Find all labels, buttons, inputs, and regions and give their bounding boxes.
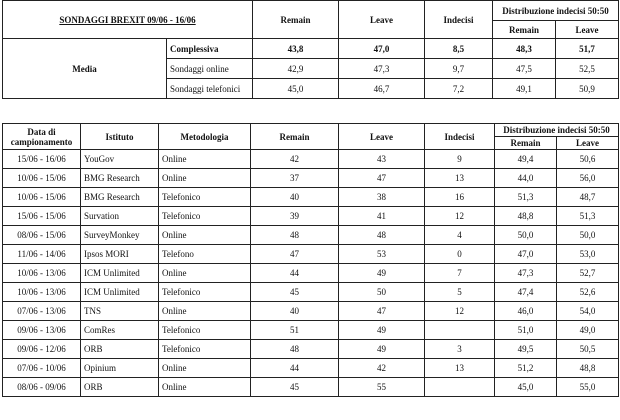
poll-distribution-leave: 48,7 <box>557 188 619 207</box>
poll-date: 10/06 - 13/06 <box>3 264 81 283</box>
poll-row <box>3 321 619 340</box>
poll-institute: TNS <box>81 302 159 321</box>
poll-remain: 37 <box>251 169 339 188</box>
poll-undecided: 12 <box>425 302 495 321</box>
poll-method: Online <box>159 378 251 397</box>
poll-remain: 47 <box>251 245 339 264</box>
poll-undecided: 0 <box>425 245 495 264</box>
distribution-remain-value: 47,5 <box>493 59 556 79</box>
poll-leave: 53 <box>339 245 425 264</box>
poll-remain: 42 <box>251 150 339 169</box>
remain-value: 45,0 <box>253 79 339 99</box>
poll-distribution-leave: 51,3 <box>557 207 619 226</box>
poll-date: 11/06 - 14/06 <box>3 245 81 264</box>
poll-method: Online <box>159 302 251 321</box>
summary-row <box>3 39 619 59</box>
distribution-remain-value: 48,3 <box>493 39 556 59</box>
poll-distribution-leave: 52,6 <box>557 283 619 302</box>
poll-distribution-leave: 52,7 <box>557 264 619 283</box>
poll-undecided <box>425 321 495 340</box>
poll-row <box>3 302 619 321</box>
poll-date: 10/06 - 15/06 <box>3 169 81 188</box>
poll-undecided: 13 <box>425 359 495 378</box>
poll-row <box>3 245 619 264</box>
poll-remain: 45 <box>251 378 339 397</box>
poll-method: Telefonico <box>159 321 251 340</box>
distribution-leave-value: 50,9 <box>556 79 619 99</box>
header-method: Metodologia <box>159 124 251 150</box>
poll-undecided: 5 <box>425 283 495 302</box>
poll-distribution-remain: 45,0 <box>495 378 557 397</box>
header-distribution: Distribuzione indecisi 50:50 <box>495 124 619 137</box>
poll-distribution-remain: 51,0 <box>495 321 557 340</box>
poll-leave: 42 <box>339 359 425 378</box>
poll-row <box>3 226 619 245</box>
poll-remain: 39 <box>251 207 339 226</box>
poll-distribution-leave: 50,6 <box>557 150 619 169</box>
undecided-value: 8,5 <box>425 39 493 59</box>
poll-remain: 44 <box>251 359 339 378</box>
poll-institute: YouGov <box>81 150 159 169</box>
poll-leave: 49 <box>339 321 425 340</box>
header-undecided: Indecisi <box>425 1 493 39</box>
poll-leave: 47 <box>339 169 425 188</box>
leave-value: 47,3 <box>339 59 425 79</box>
poll-institute: Survation <box>81 207 159 226</box>
poll-leave: 48 <box>339 226 425 245</box>
poll-distribution-remain: 46,0 <box>495 302 557 321</box>
poll-row <box>3 378 619 397</box>
subheader-leave: Leave <box>557 137 619 150</box>
poll-date: 10/06 - 13/06 <box>3 283 81 302</box>
leave-value: 47,0 <box>339 39 425 59</box>
header-undecided: Indecisi <box>425 124 495 150</box>
poll-remain: 40 <box>251 302 339 321</box>
poll-institute: ICM Unlimited <box>81 283 159 302</box>
header-date-line1: Data di <box>27 126 56 137</box>
poll-distribution-remain: 50,0 <box>495 226 557 245</box>
group-label-media: Media <box>3 39 167 99</box>
poll-remain: 45 <box>251 283 339 302</box>
header-remain: Remain <box>253 1 339 39</box>
poll-leave: 47 <box>339 302 425 321</box>
subheader-remain: Remain <box>495 137 557 150</box>
poll-remain: 44 <box>251 264 339 283</box>
poll-distribution-leave: 55,0 <box>557 378 619 397</box>
poll-row <box>3 283 619 302</box>
poll-leave: 41 <box>339 207 425 226</box>
distribution-leave-value: 51,7 <box>556 39 619 59</box>
poll-undecided: 12 <box>425 207 495 226</box>
poll-method: Online <box>159 150 251 169</box>
leave-value: 46,7 <box>339 79 425 99</box>
poll-leave: 50 <box>339 283 425 302</box>
poll-distribution-remain: 47,0 <box>495 245 557 264</box>
subheader-remain: Remain <box>493 21 556 39</box>
poll-distribution-leave: 53,0 <box>557 245 619 264</box>
poll-date: 09/06 - 12/06 <box>3 340 81 359</box>
header-date <box>3 124 81 150</box>
poll-row <box>3 340 619 359</box>
poll-leave: 49 <box>339 264 425 283</box>
poll-row <box>3 264 619 283</box>
header-institute: Istituto <box>81 124 159 150</box>
poll-distribution-remain: 47,3 <box>495 264 557 283</box>
distribution-leave-value: 52,5 <box>556 59 619 79</box>
poll-institute: BMG Research <box>81 169 159 188</box>
poll-distribution-remain: 49,4 <box>495 150 557 169</box>
poll-distribution-remain: 51,3 <box>495 188 557 207</box>
poll-distribution-leave: 49,0 <box>557 321 619 340</box>
poll-undecided: 3 <box>425 340 495 359</box>
poll-distribution-remain: 44,0 <box>495 169 557 188</box>
poll-institute: Ipsos MORI <box>81 245 159 264</box>
poll-remain: 51 <box>251 321 339 340</box>
poll-institute: ComRes <box>81 321 159 340</box>
poll-remain: 48 <box>251 226 339 245</box>
summary-title: SONDAGGI BREXIT 09/06 - 16/06 <box>3 1 253 39</box>
poll-date: 07/06 - 10/06 <box>3 359 81 378</box>
poll-method: Telefono <box>159 245 251 264</box>
poll-distribution-leave: 56,0 <box>557 169 619 188</box>
poll-distribution-remain: 51,2 <box>495 359 557 378</box>
poll-distribution-remain: 49,5 <box>495 340 557 359</box>
poll-row <box>3 169 619 188</box>
header-leave: Leave <box>339 124 425 150</box>
poll-distribution-leave: 48,8 <box>557 359 619 378</box>
poll-remain: 48 <box>251 340 339 359</box>
header-leave: Leave <box>339 1 425 39</box>
poll-row <box>3 188 619 207</box>
distribution-remain-value: 49,1 <box>493 79 556 99</box>
poll-row <box>3 150 619 169</box>
poll-leave: 55 <box>339 378 425 397</box>
poll-leave: 49 <box>339 340 425 359</box>
poll-distribution-remain: 47,4 <box>495 283 557 302</box>
poll-distribution-leave: 54,0 <box>557 302 619 321</box>
poll-leave: 43 <box>339 150 425 169</box>
poll-undecided: 16 <box>425 188 495 207</box>
remain-value: 43,8 <box>253 39 339 59</box>
poll-date: 07/06 - 13/06 <box>3 302 81 321</box>
poll-distribution-leave: 50,0 <box>557 226 619 245</box>
poll-date: 08/06 - 15/06 <box>3 226 81 245</box>
undecided-value: 9,7 <box>425 59 493 79</box>
poll-date: 10/06 - 15/06 <box>3 188 81 207</box>
poll-method: Telefonico <box>159 340 251 359</box>
poll-institute: ICM Unlimited <box>81 264 159 283</box>
remain-value: 42,9 <box>253 59 339 79</box>
poll-date: 09/06 - 13/06 <box>3 321 81 340</box>
poll-undecided: 4 <box>425 226 495 245</box>
summary-table <box>2 0 619 99</box>
row-label: Complessiva <box>167 39 253 59</box>
poll-institute: BMG Research <box>81 188 159 207</box>
poll-row <box>3 207 619 226</box>
poll-row <box>3 359 619 378</box>
row-label: Sondaggi telefonici <box>167 79 253 99</box>
poll-undecided <box>425 378 495 397</box>
header-remain: Remain <box>251 124 339 150</box>
poll-leave: 38 <box>339 188 425 207</box>
undecided-value: 7,2 <box>425 79 493 99</box>
poll-date: 15/06 - 16/06 <box>3 150 81 169</box>
poll-method: Telefonico <box>159 283 251 302</box>
poll-method: Online <box>159 226 251 245</box>
poll-distribution-remain: 48,8 <box>495 207 557 226</box>
row-label: Sondaggi online <box>167 59 253 79</box>
poll-undecided: 13 <box>425 169 495 188</box>
poll-date: 15/06 - 15/06 <box>3 207 81 226</box>
poll-institute: ORB <box>81 340 159 359</box>
poll-method: Online <box>159 169 251 188</box>
subheader-leave: Leave <box>556 21 619 39</box>
poll-institute: SurveyMonkey <box>81 226 159 245</box>
poll-remain: 40 <box>251 188 339 207</box>
poll-institute: ORB <box>81 378 159 397</box>
poll-method: Online <box>159 359 251 378</box>
poll-undecided: 9 <box>425 150 495 169</box>
poll-method: Telefonico <box>159 207 251 226</box>
poll-distribution-leave: 50,5 <box>557 340 619 359</box>
polls-table <box>2 123 619 397</box>
poll-method: Telefonico <box>159 188 251 207</box>
poll-date: 08/06 - 09/06 <box>3 378 81 397</box>
poll-institute: Opinium <box>81 359 159 378</box>
header-distribution: Distribuzione indecisi 50:50 <box>493 1 619 21</box>
poll-method: Online <box>159 264 251 283</box>
poll-undecided: 7 <box>425 264 495 283</box>
header-date-line2: campionamento <box>10 136 73 147</box>
